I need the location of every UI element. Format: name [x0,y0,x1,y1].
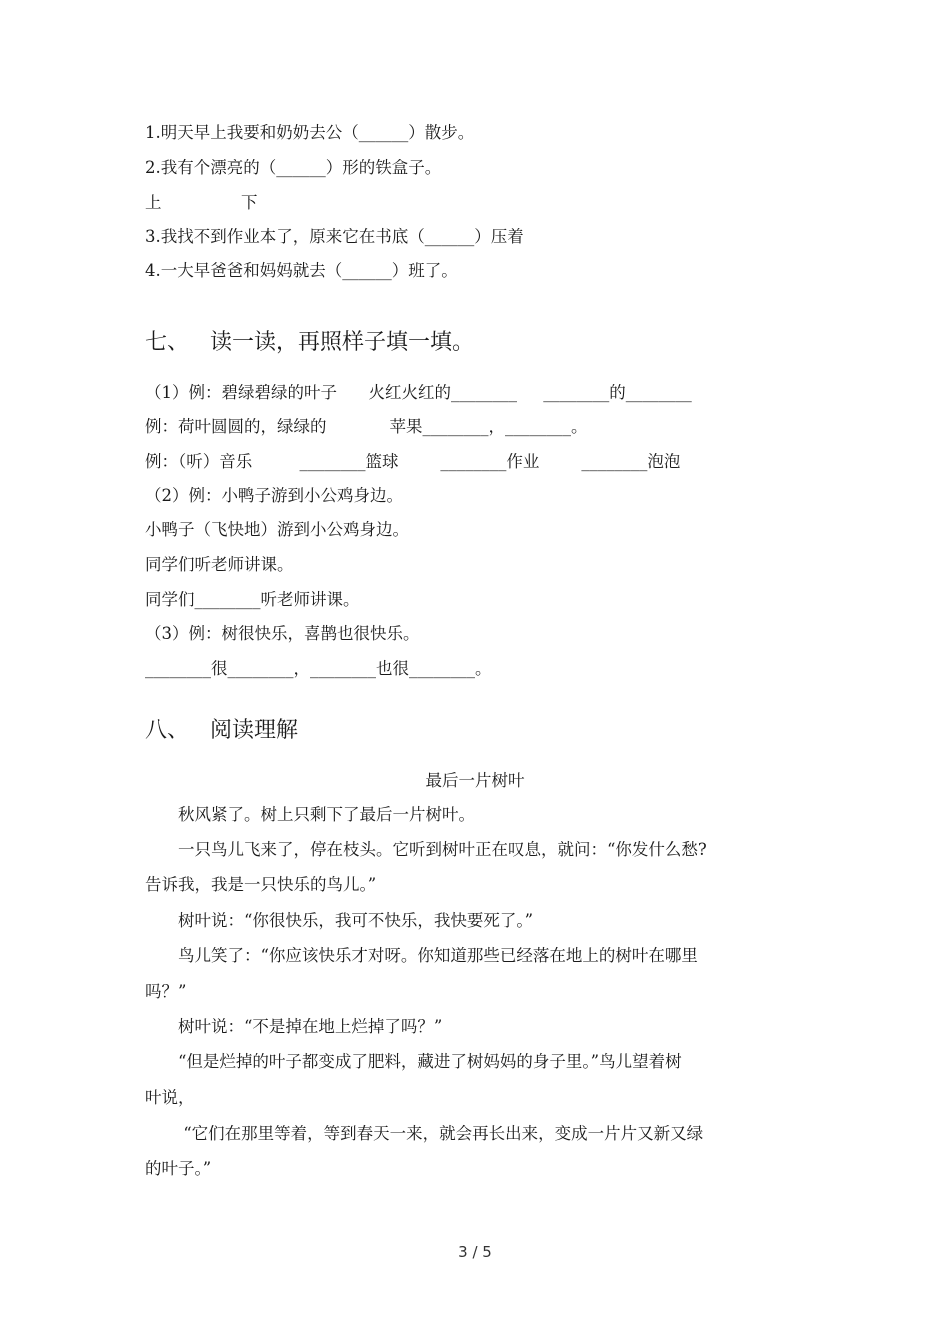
word-option-up: 上 [145,193,162,212]
story-line: 一只鸟儿飞来了，停在枝头。它听到树叶正在叹息，就问：“你发什么愁? [178,840,707,859]
fill-in-question-3: 3.我找不到作业本了，原来它在书底（______）压着 [145,227,524,246]
section-7-line: 同学们听老师讲课。 [145,555,294,574]
page-number: 3 / 5 [458,1243,492,1261]
section-7-line: ________很________，________也很________。 [145,659,492,678]
story-line: “它们在那里等着，等到春天一来，就会再长出来，变成一片片又新又绿 [178,1124,704,1143]
story-line: “但是烂掉的叶子都变成了肥料，藏进了树妈妈的身子里。”鸟儿望着树 [178,1052,682,1071]
fill-in-question-4: 4.一大早爸爸和妈妈就去（______）班了。 [145,261,458,280]
story-title: 最后一片树叶 [425,771,525,790]
section-7-line: 例：荷叶圆圆的，绿绿的 苹果________，________。 [145,417,588,436]
section-7-line: （1）例：碧绿碧绿的叶子 火红火红的________ ________的________ [145,383,692,402]
word-option-down: 下 [241,193,258,212]
section-7-line: 同学们________听老师讲课。 [145,590,360,609]
section-8-number: 八、 [145,718,190,743]
section-7-line: 小鸭子（飞快地）游到小公鸡身边。 [145,520,409,539]
story-line: 秋风紧了。树上只剩下了最后一片树叶。 [178,805,475,824]
story-line: 告诉我，我是一只快乐的鸟儿。” [145,875,377,894]
section-7-number: 七、 [145,330,190,355]
section-8-title: 阅读理解 [210,718,299,743]
section-7-line: （3）例：树很快乐，喜鹊也很快乐。 [145,624,420,643]
story-line: 树叶说：“你很快乐，我可不快乐，我快要死了。” [178,911,534,930]
story-line: 树叶说：“不是掉在地上烂掉了吗？” [178,1017,443,1036]
story-line: 鸟儿笑了：“你应该快乐才对呀。你知道那些已经落在地上的树叶在哪里 [178,946,698,965]
story-line: 叶说， [145,1088,195,1107]
fill-in-question-1: 1.明天早上我要和奶奶去公（______）散步。 [145,123,475,142]
fill-in-question-2: 2.我有个漂亮的（______）形的铁盒子。 [145,158,442,177]
story-line: 吗？” [145,982,187,1001]
section-7-line: （2）例：小鸭子游到小公鸡身边。 [145,486,403,505]
section-7-line: 例：（听）音乐 ________篮球 ________作业 ________泡泡 [145,452,681,471]
story-line: 的叶子。” [145,1159,212,1178]
section-7-title: 读一读，再照样子填一填。 [210,330,475,355]
